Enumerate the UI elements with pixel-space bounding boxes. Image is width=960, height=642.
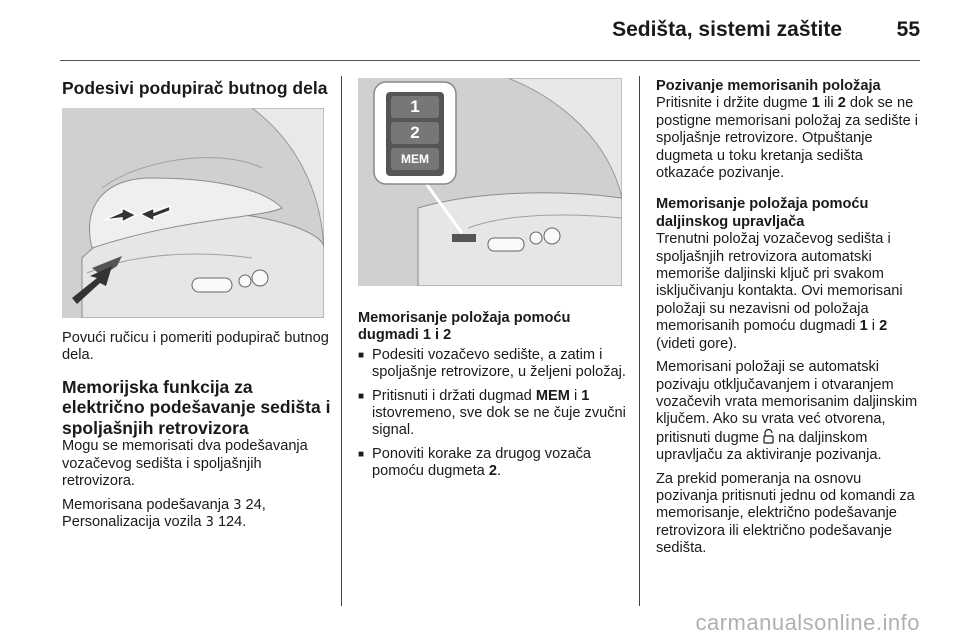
page-reference-icon: 3 [233,497,242,513]
list-item: ■ Podesiti vozačevo sedište, a zatim i spoljašnje retrovizore, u željeni položaj. [358,347,628,382]
column-1-text [62,330,332,537]
seat-cushion-illustration [62,108,324,318]
memory-button-1: 1 [410,97,420,116]
page-header-title: Sedišta, sistemi zaštite [612,18,842,41]
thigh-support-heading: Podesivi podupirač butnog dela [62,78,328,98]
header-rule [60,60,920,61]
memorize-steps-list [358,347,628,481]
remote-memorize-heading: Memorisanje položaja pomoću daljinskog upravljača [656,196,869,230]
recall-heading: Pozivanje memorisanih položaja [656,78,881,94]
memorize-buttons-heading: Memorisanje položaja pomoću dugmadi 1 i 2 [358,310,571,344]
memory-intro-text: Mogu se memorisati dva podešavanja vozačevog sedišta i spoljašnjih retrovizora. [62,438,308,490]
cancel-recall-text: Za prekid pomeranja na osnovu pozivanja pritisnuti jednu od komandi za memorisanje, električno podešavanje retrovizora ili električno podešavanje sedišta. [656,470,915,557]
thigh-support-instruction: Povući ručicu i pomeriti podupirač butnog dela. [62,330,329,364]
page-reference-icon: 3 [205,514,214,530]
recall-text: Pritisnite i držite dugme 1 ili 2 dok se ne postigne memorisani položaj za sedište i spoljašnje retrovizore. Otpuštanje dugmeta u toku kretanja sedišta otkazaće pozivanje. [656,95,919,182]
memory-button-2: 2 [410,123,420,142]
column-divider-2 [639,76,640,606]
column-divider-1 [341,76,342,606]
watermark: carmanualsonline.info [695,610,920,635]
memory-references: Memorisana podešavanja 3 24, Personalizacija vozila 3 124. [62,496,266,530]
memory-function-heading: Memorijska funkcija za električno podešavanje sedišta i spoljašnjih retrovizora [62,376,331,438]
column-3 [656,78,924,564]
thigh-support-figure [62,108,324,318]
column-2-text [358,310,628,487]
mem-button: MEM [401,152,429,166]
page-number: 55 [896,18,920,41]
remote-memorize-text: Trenutni položaj vozačevog sedišta i spoljašnjih retrovizora automatski memoriše daljinski ključ pri svakom isključivanju kontakta. Ovi memorisani položaji su nezavisni od položaja memorisanih pomoću dugmadi 1 i 2 (videti gore). [656,231,903,352]
list-item: ■ Ponoviti korake za drugog vozača pomoću dugmeta 2. [358,446,628,481]
unlock-icon [763,429,774,444]
auto-recall-text: Memorisani položaji se automatski pozivaju otključavanjem i otvaranjem vozačevih vrata memorisanim daljinskim ključem. Ako su vrata već otvorena, pritisnuti dugme na daljinskom upravljaču za aktiviranje pozivanja. [656,359,918,464]
list-item: ■ Pritisnuti i držati dugmad MEM i 1 istovremeno, sve dok se ne čuje zvučni signal. [358,388,628,440]
memory-buttons-figure [358,78,622,286]
column-1 [62,78,330,105]
